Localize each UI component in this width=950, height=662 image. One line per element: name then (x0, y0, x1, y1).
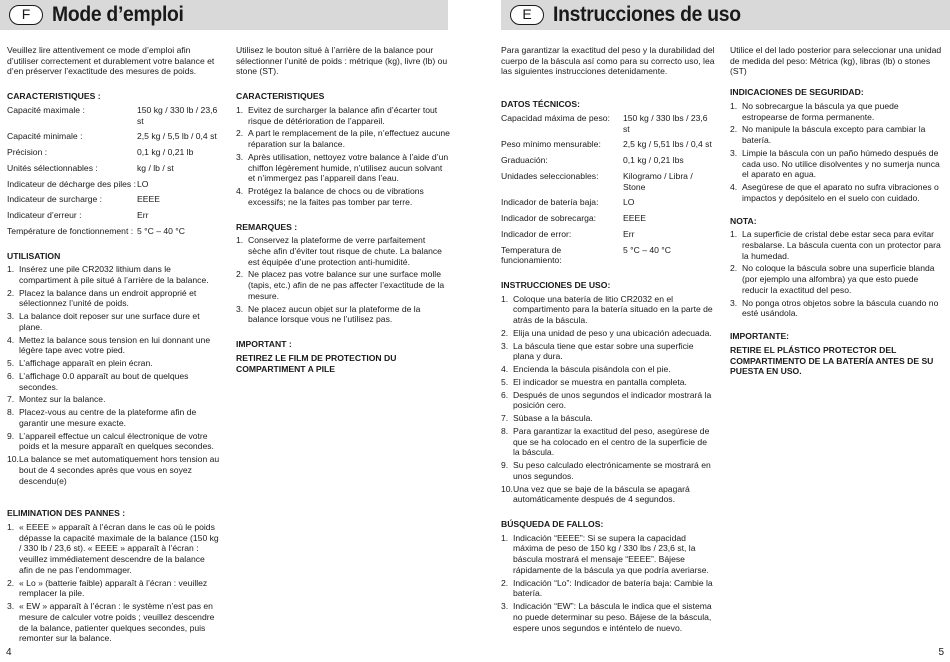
list-item-number: 3. (236, 303, 244, 314)
spec-label: Capacité minimale : (7, 131, 83, 142)
list-item (730, 229, 944, 261)
spec-row (501, 213, 715, 224)
list-item-text: No sobrecargue la báscula ya que puede estropearse de forma permanente. (742, 100, 899, 122)
french-use-list (7, 264, 221, 486)
list-item-number: 3. (501, 340, 509, 351)
list-item-number: 1. (236, 235, 244, 246)
list-item-number: 1. (730, 229, 738, 240)
list-item-number: 9. (7, 430, 15, 441)
list-item (7, 578, 221, 599)
list-item (730, 182, 944, 203)
spec-value: kg / lb / st (137, 162, 174, 173)
list-item-number: 2. (730, 124, 738, 135)
french-fault-list (7, 522, 221, 644)
spec-label: Graduación: (501, 155, 548, 166)
french-specs-table (7, 105, 221, 237)
spanish-specs-table (501, 113, 715, 266)
list-item (501, 578, 715, 599)
list-item-text: Indicación “EW”: La báscula le indica que el sistema no puede determinar su peso. Bájese de la báscula, espere unos segundos e inténtelo de nuevo. (513, 601, 712, 633)
list-item (730, 124, 944, 145)
spanish-note-list (730, 229, 944, 319)
list-item-text: « Lo » (batterie faible) apparaît à l’écran : veuillez remplacer la pile. (19, 577, 208, 599)
list-item (501, 413, 715, 424)
spec-label: Indicador de sobrecarga: (501, 213, 597, 224)
spec-label: Température de fonctionnement : (7, 225, 134, 236)
language-badge-e: E (510, 5, 544, 25)
list-item (7, 358, 221, 369)
list-item (501, 460, 715, 481)
list-item-number: 2. (501, 327, 509, 338)
list-item-number: 3. (730, 297, 738, 308)
list-item-number: 4. (730, 182, 738, 193)
list-item-text: No manipule la báscula excepto para cambiar la batería. (742, 124, 926, 146)
list-item-number: 3. (7, 311, 15, 322)
spanish-fault-list (501, 533, 715, 634)
list-item-text: La báscula tiene que estar sobre una superficie plana y dura. (513, 340, 694, 362)
list-item-number: 1. (501, 293, 509, 304)
list-item-number: 1. (501, 532, 509, 543)
spanish-fault-heading: BÚSQUEDA DE FALLOS: (501, 518, 604, 529)
list-item (7, 394, 221, 405)
spec-label: Capacité maximale : (7, 104, 85, 115)
spec-value: 2,5 kg / 5,51 lbs / 0,4 st (623, 139, 712, 150)
list-item-text: Placez la balance dans un endroit approprié et sélectionnez l’unité de poids. (19, 287, 197, 309)
list-item-text: Placez-vous au centre de la plateforme afin de garantir une mesure exacte. (19, 407, 197, 428)
list-item-text: L’appareil effectue un calcul électronique de votre poids et la mesure apparaît en quelques secondes. (19, 430, 214, 452)
french-use-heading: UTILISATION (7, 250, 61, 261)
spanish-specs-heading: DATOS TÉCNICOS: (501, 99, 580, 110)
list-item-text: Para garantizar la exactitud del peso, asegúrese de que se ha colocado en el centro de la superficie de la báscula. (513, 425, 710, 458)
list-item (236, 105, 450, 126)
french-column-2 (236, 45, 450, 374)
list-item-text: « EW » apparaît à l’écran : le système n’est pas en mesure de calculer votre poids ; veuillez descendre de la balance, patienter quelques secondes, puis remonter sur la balance. (19, 601, 215, 644)
spec-label: Précision : (7, 147, 48, 158)
spec-label: Peso mínimo mensurable: (501, 139, 601, 150)
list-item (236, 186, 450, 207)
spec-row (501, 113, 715, 134)
spec-row (7, 163, 221, 174)
list-item-text: A part le remplacement de la pile, n’effectuez aucune réparation sur la balance. (248, 128, 450, 150)
spec-row (7, 226, 221, 237)
list-item-text: Insérez une pile CR2032 lithium dans le compartiment à pile situé à l’arrière de la balance. (19, 264, 209, 286)
spec-value: 0,1 kg / 0,21 lbs (623, 155, 684, 166)
list-item-text: Después de unos segundos el indicador mostrará la posición cero. (513, 389, 712, 411)
french-important-text: RETIREZ LE FILM DE PROTECTION DU COMPARTIMENT A PILE (236, 352, 397, 374)
list-item-number: 7. (7, 394, 15, 405)
list-item (501, 377, 715, 388)
spec-value: 5 °C – 40 °C (623, 244, 671, 255)
spec-value: Err (623, 228, 635, 239)
spec-label: Capacidad máxima de peso: (501, 112, 610, 123)
list-item-text: Indicación “Lo”: Indicador de batería baja: Cambie la batería. (513, 577, 713, 599)
list-item-number: 5. (501, 376, 509, 387)
list-item (7, 522, 221, 576)
spanish-important-text: RETIRE EL PLÁSTICO PROTECTOR DEL COMPARTIMENTO DE LA BATERÍA ANTES DE SU PUESTA EN USO. (730, 344, 934, 377)
spec-value: EEEE (137, 194, 160, 205)
spanish-unit-text: Utilice el del lado posterior para seleccionar una unidad de medida del peso: Métrica (kg), libras (lb) o stones (ST) (730, 45, 942, 77)
spec-label: Indicador de error: (501, 228, 572, 239)
list-item (730, 148, 944, 180)
list-item-text: « EEEE » apparaît à l’écran dans le cas où le poids dépasse la capacité maximale de la balance (150 kg / 330 lb / 23,6 st). « EEEE » apparaît à l’écran : veuillez immédiatement descendre de la balance afin de ne pas l’endommager. (19, 521, 219, 575)
spec-row (501, 229, 715, 240)
french-specs-heading: CARACTERISTIQUES : (7, 91, 101, 102)
list-item (501, 294, 715, 326)
list-item (730, 101, 944, 122)
spec-value: 150 kg / 330 lb / 23,6 st (137, 104, 218, 126)
list-item-number: 8. (501, 425, 509, 436)
list-item-text: Montez sur la balance. (19, 394, 106, 405)
spec-value: 2,5 kg / 5,5 lb / 0,4 st (137, 131, 217, 142)
list-item (730, 298, 944, 319)
spanish-column-2 (730, 45, 944, 377)
list-item-number: 10. (7, 454, 19, 465)
list-item-number: 5. (7, 358, 15, 369)
list-item (7, 431, 221, 452)
list-item-text: Súbase a la báscula. (513, 413, 593, 424)
list-item-text: Encienda la báscula pisándola con el pie. (513, 364, 671, 375)
list-item (7, 371, 221, 392)
french-column-1 (7, 45, 221, 656)
spec-row (501, 171, 715, 192)
spanish-safety-list (730, 101, 944, 204)
list-item (501, 341, 715, 362)
list-item-number: 2. (236, 128, 244, 139)
french-char-list (236, 105, 450, 208)
language-badge-f: F (9, 5, 43, 25)
list-item-number: 3. (730, 147, 738, 158)
spec-value: EEEE (623, 213, 646, 224)
list-item (236, 235, 450, 267)
list-item-text: Mettez la balance sous tension en lui donnant une légère tape avec votre pied. (19, 334, 211, 356)
spec-row (7, 194, 221, 205)
list-item-number: 3. (236, 151, 244, 162)
list-item-text: Una vez que se baje de la báscula se apagará automáticamente después de 4 segundos. (513, 483, 690, 505)
list-item-text: Asegúrese de que el aparato no sufra vibraciones o impactos y depósitelo en el suelo con cuidado. (742, 182, 939, 203)
list-item (501, 364, 715, 375)
spec-label: Indicateur de décharge des piles : (7, 178, 136, 189)
list-item-text: Limpie la báscula con un paño húmedo después de cada uso. No utilice disolventes y no sumerja nunca el aparato en agua. (742, 147, 940, 180)
spec-value: LO (623, 197, 635, 208)
french-unit-text: Utilisez le bouton situé à l’arrière de la balance pour sélectionner l’unité de poids : métrique (kg), livre (lb) ou stone (ST). (236, 45, 448, 77)
list-item-text: Ne placez aucun objet sur la plateforme de la balance lorsque vous ne l’utilisez pas. (248, 303, 421, 325)
list-item-number: 4. (236, 186, 244, 197)
list-item-number: 3. (501, 601, 509, 612)
spanish-use-heading: INSTRUCCIONES DE USO: (501, 280, 611, 291)
list-item-number: 2. (236, 269, 244, 280)
spanish-title: Instrucciones de uso (553, 2, 741, 26)
list-item (7, 454, 221, 486)
french-title: Mode d’emploi (52, 2, 184, 26)
list-item (7, 601, 221, 644)
list-item (501, 484, 715, 505)
spec-label: Indicateur de surcharge : (7, 194, 103, 205)
page-number-right: 5 (938, 646, 944, 658)
list-item-text: Elija una unidad de peso y una ubicación adecuada. (513, 327, 712, 338)
spanish-column-1 (501, 45, 715, 645)
list-item-text: El indicador se muestra en pantalla completa. (513, 376, 687, 387)
list-item (730, 263, 944, 295)
list-item-number: 9. (501, 460, 509, 471)
spec-row (7, 131, 221, 142)
list-item-number: 1. (730, 100, 738, 111)
spec-value: Err (137, 210, 149, 221)
spec-value: 5 °C – 40 °C (137, 225, 185, 236)
list-item-text: Après utilisation, nettoyez votre balance à l’aide d’un chiffon légèrement humide, n’utilisez aucun solvant et n’immergez pas l’appareil dans l’eau. (248, 151, 449, 184)
list-item-text: No ponga otros objetos sobre la báscula cuando no esté usándola. (742, 297, 939, 319)
spec-label: Temperatura de funcionamiento: (501, 244, 562, 266)
spec-row (501, 155, 715, 166)
list-item (7, 407, 221, 428)
list-item-number: 6. (7, 370, 15, 381)
list-item-text: Coloque una batería de litio CR2032 en el compartimento para la batería situado en la parte de atrás de la báscula. (513, 293, 713, 326)
list-item-text: L’affichage 0.0 apparaît au bout de quelques secondes. (19, 370, 189, 392)
spec-label: Indicador de batería baja: (501, 197, 599, 208)
list-item (7, 288, 221, 309)
list-item-text: Ne placez pas votre balance sur une surface molle (tapis, etc.) afin de ne pas affecter l’exactitude de la mesure. (248, 269, 445, 301)
spec-value: 150 kg / 330 lbs / 23,6 st (623, 112, 708, 134)
french-intro: Veuillez lire attentivement ce mode d’emploi afin d’utiliser correctement et durablement votre balance et d’en préserver l’exactitude des mesures de poids. (7, 45, 215, 77)
french-fault-heading: ELIMINATION DES PANNES : (7, 508, 126, 519)
list-item-number: 2. (7, 287, 15, 298)
list-item-text: Protégez la balance de chocs ou de vibrations excessifs; ne la faites pas tomber par terre. (248, 186, 424, 207)
spec-value: 0,1 kg / 0,21 lb (137, 147, 194, 158)
list-item-number: 2. (7, 577, 15, 588)
spec-row (7, 105, 221, 126)
spanish-header (501, 0, 950, 30)
spanish-note-heading: NOTA: (730, 215, 757, 226)
spec-row (501, 139, 715, 150)
spec-row (501, 197, 715, 208)
list-item-number: 10. (501, 483, 513, 494)
list-item-text: Su peso calculado electrónicamente se mostrará en unos segundos. (513, 460, 711, 481)
list-item-text: La balance doit reposer sur une surface dure et plane. (19, 311, 200, 332)
spec-label: Unidades seleccionables: (501, 170, 599, 181)
french-header (0, 0, 448, 30)
list-item-text: La balance se met automatiquement hors tension au bout de 4 secondes après que vous en soyez descendu(e) (19, 454, 220, 486)
list-item-number: 1. (236, 104, 244, 115)
list-item-text: Conservez la plateforme de verre parfaitement sèche afin d’éviter tout risque de chute. La balance est équipée d’une protection anti-humidité. (248, 235, 442, 267)
list-item-number: 6. (501, 389, 509, 400)
list-item-text: Evitez de surcharger la balance afin d’écarter tout risque de détérioration de l’appareil. (248, 104, 438, 126)
list-item-text: No coloque la báscula sobre una superficie blanda (por ejemplo una alfombra) ya que esto puede reducir la exactitud del peso. (742, 263, 935, 295)
list-item-text: Indicación “EEEE”: Si se supera la capacidad máxima de peso de 150 kg / 330 lbs / 23,6 st, la báscula mostrará el mensaje “EEEE”. Bájese rápidamente de la báscula ya que podría averiarse. (513, 532, 709, 575)
list-item-number: 4. (7, 334, 15, 345)
list-item (236, 304, 450, 325)
list-item (501, 601, 715, 633)
list-item (501, 426, 715, 458)
spec-label: Unités sélectionnables : (7, 162, 98, 173)
list-item (236, 128, 450, 149)
page-number-left: 4 (6, 646, 12, 658)
list-item-text: La superficie de cristal debe estar seca para evitar resbalarse. La báscula cuenta con un protector para la humedad. (742, 229, 941, 261)
list-item (7, 311, 221, 332)
list-item-text: L’affichage apparaît en plein écran. (19, 358, 153, 369)
french-important-heading: IMPORTANT : (236, 339, 292, 350)
french-remarks-heading: REMARQUES : (236, 221, 298, 232)
list-item (236, 152, 450, 184)
list-item (501, 533, 715, 576)
list-item-number: 2. (730, 263, 738, 274)
french-remarks-list (236, 235, 450, 325)
list-item (7, 264, 221, 285)
list-item (236, 269, 450, 301)
spec-value: LO (137, 178, 149, 189)
list-item-number: 2. (501, 577, 509, 588)
spanish-important-heading: IMPORTANTE: (730, 331, 790, 342)
list-item-number: 3. (7, 601, 15, 612)
list-item (501, 390, 715, 411)
spec-value: Kilogramo / Libra / Stone (623, 170, 693, 192)
french-char-heading: CARACTERISTIQUES (236, 91, 325, 102)
spec-label: Indicateur d’erreur : (7, 210, 82, 221)
list-item-number: 4. (501, 364, 509, 375)
list-item (7, 335, 221, 356)
list-item (501, 328, 715, 339)
list-item-number: 1. (7, 264, 15, 275)
list-item-number: 8. (7, 407, 15, 418)
list-item-number: 1. (7, 521, 15, 532)
list-item-number: 7. (501, 413, 509, 424)
spanish-use-list (501, 294, 715, 505)
spec-row (7, 179, 221, 190)
spec-row (7, 210, 221, 221)
spanish-intro: Para garantizar la exactitud del peso y la durabilidad del cuerpo de la báscula así como para su correcto uso, lea las siguientes instrucciones detenidamente. (501, 45, 715, 77)
spec-row (7, 147, 221, 158)
spec-row (501, 245, 715, 266)
spanish-safety-heading: INDICACIONES DE SEGURIDAD: (730, 87, 864, 98)
